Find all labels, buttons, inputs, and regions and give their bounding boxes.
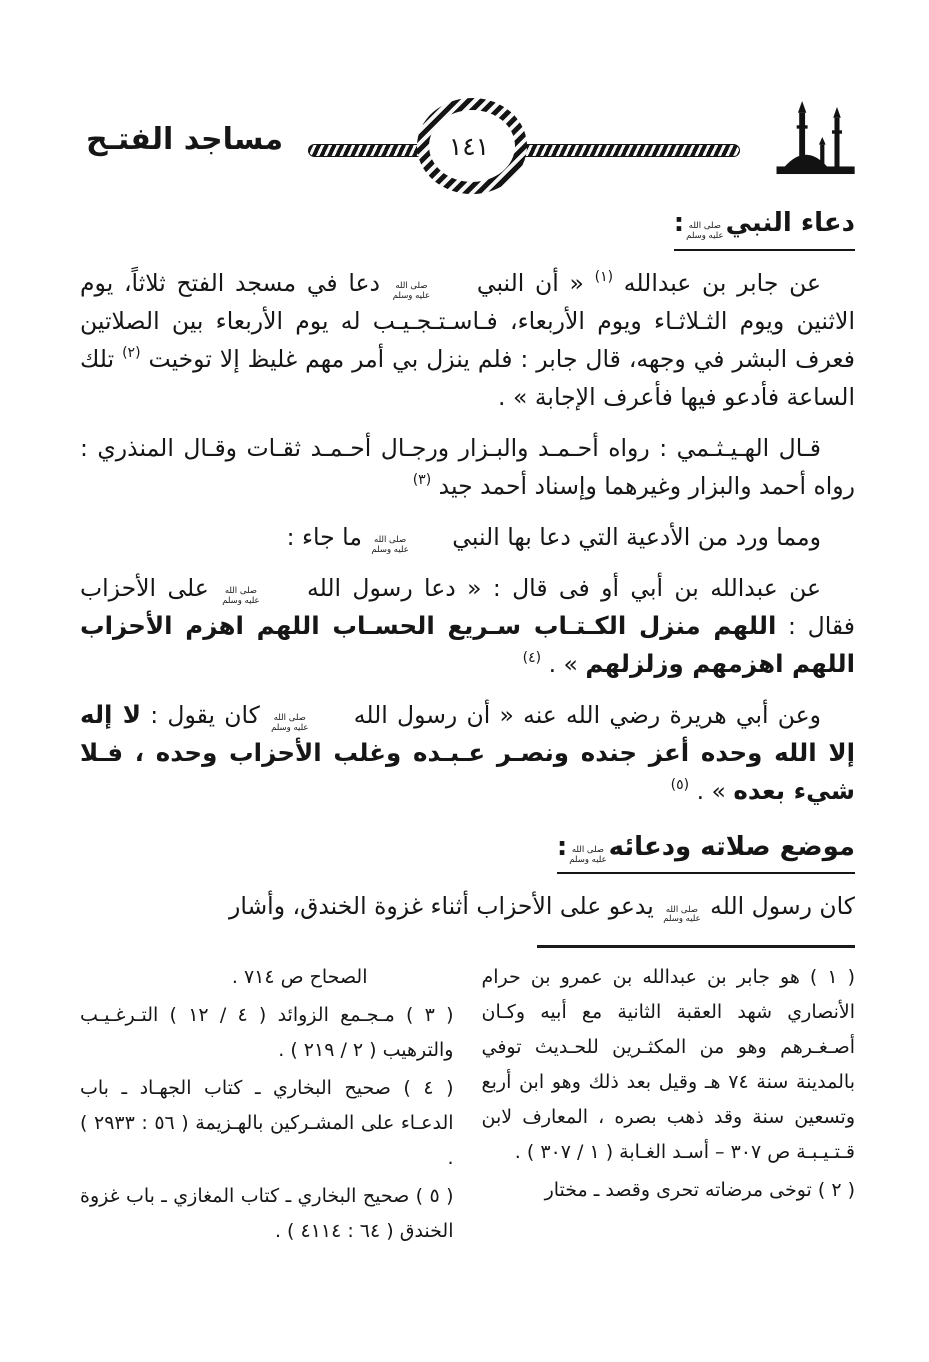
section-heading-dua [674,208,855,251]
footnote-item-1: ( ١ ) هو جابر بن عبدالله بن عمرو بن حرام الأنصاري شهد العقبة الثانية مع أبيه وكـان أصـغـرهم وهو من المكثـرين للحـديث توفي بالمدينة سنة ٧٤ هـ وقيل بعد ذلك وهو ابن أربع وتسعين سنة وقد ذهب بصره ، المعارف لابن قـتـيـبـة ص ٣٠٧ – أسـد الغـابة ( ١ / ٣٠٧ ) . [481,966,856,1164]
heading-text: دعاء النبي [725,208,855,238]
saw-symbol: صلى الله عليه وسلم [392,281,431,301]
paragraph-1: عن جابر بن عبدالله $^{(١)}$ « أن النبي صلى الله عليه وسلم دعا في مسجد الفتح ثلاثاً، يوم الاثنين ويوم الثـلاثـاء ويوم الأربعاء، فـاسـتـجـيـب له يوم الأربعاء بين الصلاتين فعرف البشر في وجهه، قال جابر : فلم ينزل بي أمر مهم غليظ إلا توخيت $^{(٢)}$ تلك الساعة فأدعو فيها فأعرف الإجابة » . [80,268,855,411]
footnotes-separator [537,945,855,948]
page-number: ١٤١ [448,131,490,161]
mosque-icon [774,94,858,186]
footnote-item-4: ( ٤ ) صحيح البخاري ـ كتاب الجهـاد ـ باب الدعـاء على المشـركين بالهـزيمة ( ٥٦ : ٢٩٣٣ ) . [80,1077,454,1170]
footnote-ref-3: (٣) [412,471,432,488]
dua-bold-text: اللهم منزل الكـتـاب سـريع الحسـاب اللهم اهزم الأحزاب اللهم اهزمهم وزلزلهم [80,610,855,678]
dua-bold-text: لا إله إلا الله وحده أعز جنده ونصـر عـبـده وغلب الأحزاب وحده ، فـلا شيء بعده [80,699,855,805]
footnote-item-3: ( ٣ ) مـجـمع الزوائد ( ٤ / ١٢ ) التـرغـيـب والترهيب ( ٢ / ٢١٩ ) . [80,1004,454,1062]
paragraph-5: وعن أبي هريرة رضي الله عنه « أن رسول الله صلى الله عليه وسلم كان يقول : لا إله إلا الله وحده أعز جنده ونصـر عـبـده وغلب الأحزاب وحده ، فـلا شيء بعده » . $^{(٥)}$ [80,699,855,805]
saw-symbol: صلى الله عليه وسلم [686,221,724,241]
footnote-item-2-continuation: الصحاح ص ٧١٤ . [231,966,368,989]
saw-symbol: صلى الله عليه وسلم [371,535,409,555]
paragraph-2: قـال الهـيـثـمي : رواه أحـمـد والبـزار ورجـال أحـمـد ثقـات وقـال المنذري : رواه أحمد والبزار وغيرهما وإسناد أحمد جيد $^{(٣)}$ [80,433,855,500]
saw-symbol: صلى الله عليه وسلم [271,713,309,733]
saw-symbol: صلى الله عليه وسلم [222,586,260,606]
footnotes-right-column [482,960,856,1252]
saw-symbol: صلى الله عليه وسلم [569,845,607,865]
heading-text: موضع صلاته ودعائه [608,831,855,862]
footnote-item-2: ( ٢ ) توخى مرضاته تحرى وقصد ـ مختار [544,1179,855,1202]
page-number-oval [429,110,515,182]
paragraph-3: ومما ورد من الأدعية التي دعا بها النبي صلى الله عليه وسلم ما جاء : [286,522,821,555]
footnote-ref-5: (٥) [670,776,690,793]
saw-symbol: صلى الله عليه وسلم [663,904,701,925]
footnotes-left-column [80,960,454,1252]
heading-colon: : [673,208,685,238]
footnote-ref-4: (٤) [522,649,542,666]
footnote-ref-2: (٢) [122,344,141,361]
heading-colon: : [556,831,568,862]
page-header [80,92,855,196]
footnote-ref-1: (١) [594,268,614,285]
page-number-badge [417,98,527,194]
section-heading-place [557,832,855,875]
paragraph-4: عن عبدالله بن أبي أو فى قال : « دعا رسول الله صلى الله عليه وسلم على الأحزاب فقال : اللهم منزل الكـتـاب سـريع الحسـاب اللهم اهزم الأحزاب اللهم اهزمهم وزلزلهم » . $^{(٤)}$ [80,573,856,678]
footnote-item-5: ( ٥ ) صحيح البخاري ـ كتاب المغازي ـ باب غزوة الخندق ( ٦٤ : ٤١١٤ ) . [80,1185,454,1243]
footnotes-area [80,960,855,1252]
book-title: مساجد الفتـح [86,122,284,157]
paragraph-6: كان رسول الله صلى الله عليه وسلم يدعو على الأحزاب أثناء غزوة الخندق، وأشار [228,892,855,925]
